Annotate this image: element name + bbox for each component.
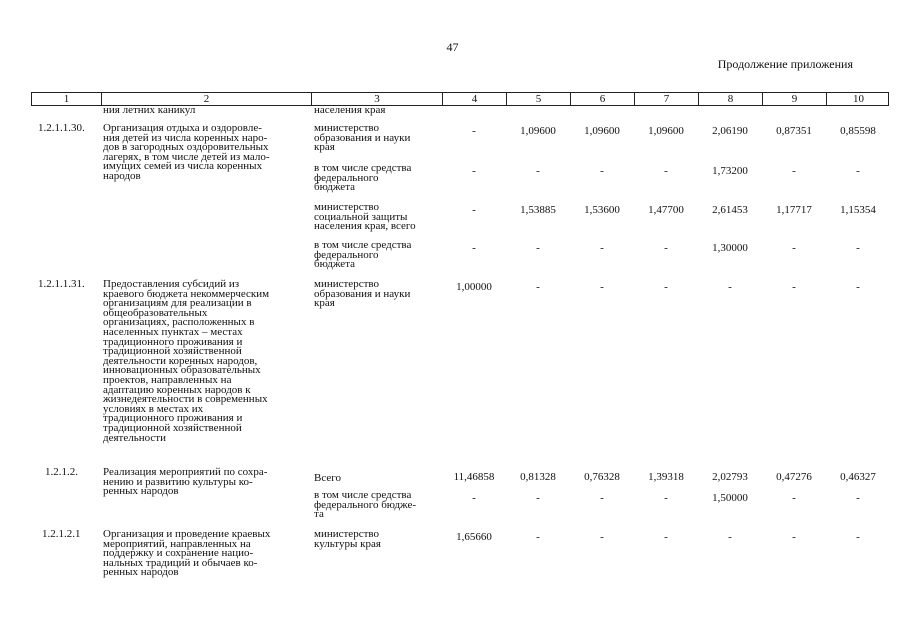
value-col-9: 1,17717 (776, 204, 812, 216)
value-col-4: 1,65660 (456, 531, 492, 543)
value-col-5: - (536, 242, 540, 254)
page-number: 47 (446, 40, 459, 54)
value-col-5: - (536, 492, 540, 504)
line-recipient: министерство социальной защиты населения края, всего (314, 201, 416, 233)
value-col-9: - (792, 242, 796, 254)
value-col-8: 1,50000 (712, 492, 748, 504)
value-col-9: - (792, 531, 796, 543)
value-col-4: - (472, 242, 476, 254)
row-description: Предоставления субсидий из краевого бюджета некоммерческим организациям для реализации в общеобразовательных организациях, расположенных в населенных пунктах – местах традиционного проживания и традиционной хозяйственной деятельности коренных народов, инновационных образовательных проектов, направленных на адаптацию коренных народов к жизнедеятельности в современных условиях в местах их традиционного проживания и традиционной хозяйственной деятельности (103, 278, 270, 444)
header-cell-9: 9 (791, 93, 798, 105)
value-col-5: 1,53885 (520, 204, 556, 216)
header-cell-3: 3 (374, 93, 380, 105)
value-col-8: 2,02793 (712, 471, 748, 483)
value-col-9: - (792, 165, 796, 177)
value-col-7: 1,47700 (648, 204, 684, 216)
value-col-6: 1,53600 (584, 204, 620, 216)
value-col-7: - (664, 492, 668, 504)
row-code: 1.2.1.2.1 (42, 528, 81, 540)
value-col-9: 0,87351 (776, 125, 812, 137)
value-col-8: 1,30000 (712, 242, 748, 254)
value-col-4: 1,00000 (456, 281, 492, 293)
value-col-9: 0,47276 (776, 471, 812, 483)
header-cell-8: 8 (727, 93, 734, 105)
value-col-10: - (856, 165, 860, 177)
row-code: 1.2.1.1.31. (38, 278, 85, 290)
value-col-4: - (472, 492, 476, 504)
value-col-4: - (472, 165, 476, 177)
line-recipient: в том числе средства федерального бюдже- та (314, 489, 417, 521)
value-col-7: - (664, 242, 668, 254)
value-col-8: 2,06190 (712, 125, 748, 137)
continuation-label: Продолжение приложения (717, 57, 853, 71)
value-col-7: - (664, 165, 668, 177)
value-col-6: 0,76328 (584, 471, 620, 483)
value-col-10: 0,85598 (840, 125, 876, 137)
row-description: Организация отдыха и оздоровле- ния детей из числа коренных наро- дов в загородных оздоровительных лагерях, в том числе детей из мало- имущих семей из числа коренных народов (103, 122, 270, 182)
header-cell-1: 1 (63, 93, 70, 105)
carry-over-recipient: населения края (314, 104, 386, 116)
value-col-10: - (856, 242, 860, 254)
header-cell-5: 5 (535, 93, 542, 105)
value-col-4: - (472, 125, 476, 137)
value-col-5: 0,81328 (520, 471, 556, 483)
value-col-7: 1,09600 (648, 125, 684, 137)
value-col-10: - (856, 531, 860, 543)
value-col-6: 1,09600 (584, 125, 620, 137)
header-cell-7: 7 (663, 93, 670, 105)
line-recipient: министерство образования и науки края (314, 122, 411, 154)
value-col-8: 2,61453 (712, 204, 748, 216)
value-col-6: - (600, 242, 604, 254)
line-recipient: министерство культуры края (314, 528, 381, 550)
value-col-9: - (792, 281, 796, 293)
header-cell-6: 6 (599, 93, 606, 105)
header-cell-10: 10 (853, 93, 864, 105)
value-col-5: - (536, 281, 540, 293)
row-code: 1.2.1.1.30. (38, 122, 85, 134)
header-cell-4: 4 (471, 93, 478, 105)
value-col-10: - (856, 492, 860, 504)
line-recipient: в том числе средства федерального бюджета (314, 239, 412, 271)
line-recipient: Всего (314, 472, 341, 484)
line-recipient: в том числе средства федерального бюджета (314, 162, 412, 194)
value-col-5: - (536, 531, 540, 543)
line-recipient: министерство образования и науки края (314, 278, 411, 310)
value-col-6: - (600, 281, 604, 293)
header-cell-2: 2 (203, 93, 210, 105)
row-description: Реализация мероприятий по сохра- нению и развитию культуры ко- ренных народов (103, 466, 268, 498)
value-col-6: - (600, 492, 604, 504)
value-col-10: 0,46327 (840, 471, 876, 483)
value-col-8: 1,73200 (712, 165, 748, 177)
value-col-7: 1,39318 (648, 471, 684, 483)
carry-over-description: ния летних каникул (103, 104, 196, 116)
value-col-8: - (728, 281, 732, 293)
row-code: 1.2.1.2. (45, 466, 78, 478)
value-col-5: 1,09600 (520, 125, 556, 137)
value-col-10: 1,15354 (840, 204, 876, 216)
value-col-10: - (856, 281, 860, 293)
value-col-4: - (472, 204, 476, 216)
value-col-7: - (664, 531, 668, 543)
row-description: Организация и проведение краевых мероприятий, направленных на поддержку и сохранение нацио- нальных традиций и обычаев ко- ренных народов (103, 528, 271, 579)
value-col-4: 11,46858 (453, 471, 495, 483)
value-col-8: - (728, 531, 732, 543)
value-col-5: - (536, 165, 540, 177)
value-col-9: - (792, 492, 796, 504)
value-col-7: - (664, 281, 668, 293)
value-col-6: - (600, 531, 604, 543)
value-col-6: - (600, 165, 604, 177)
